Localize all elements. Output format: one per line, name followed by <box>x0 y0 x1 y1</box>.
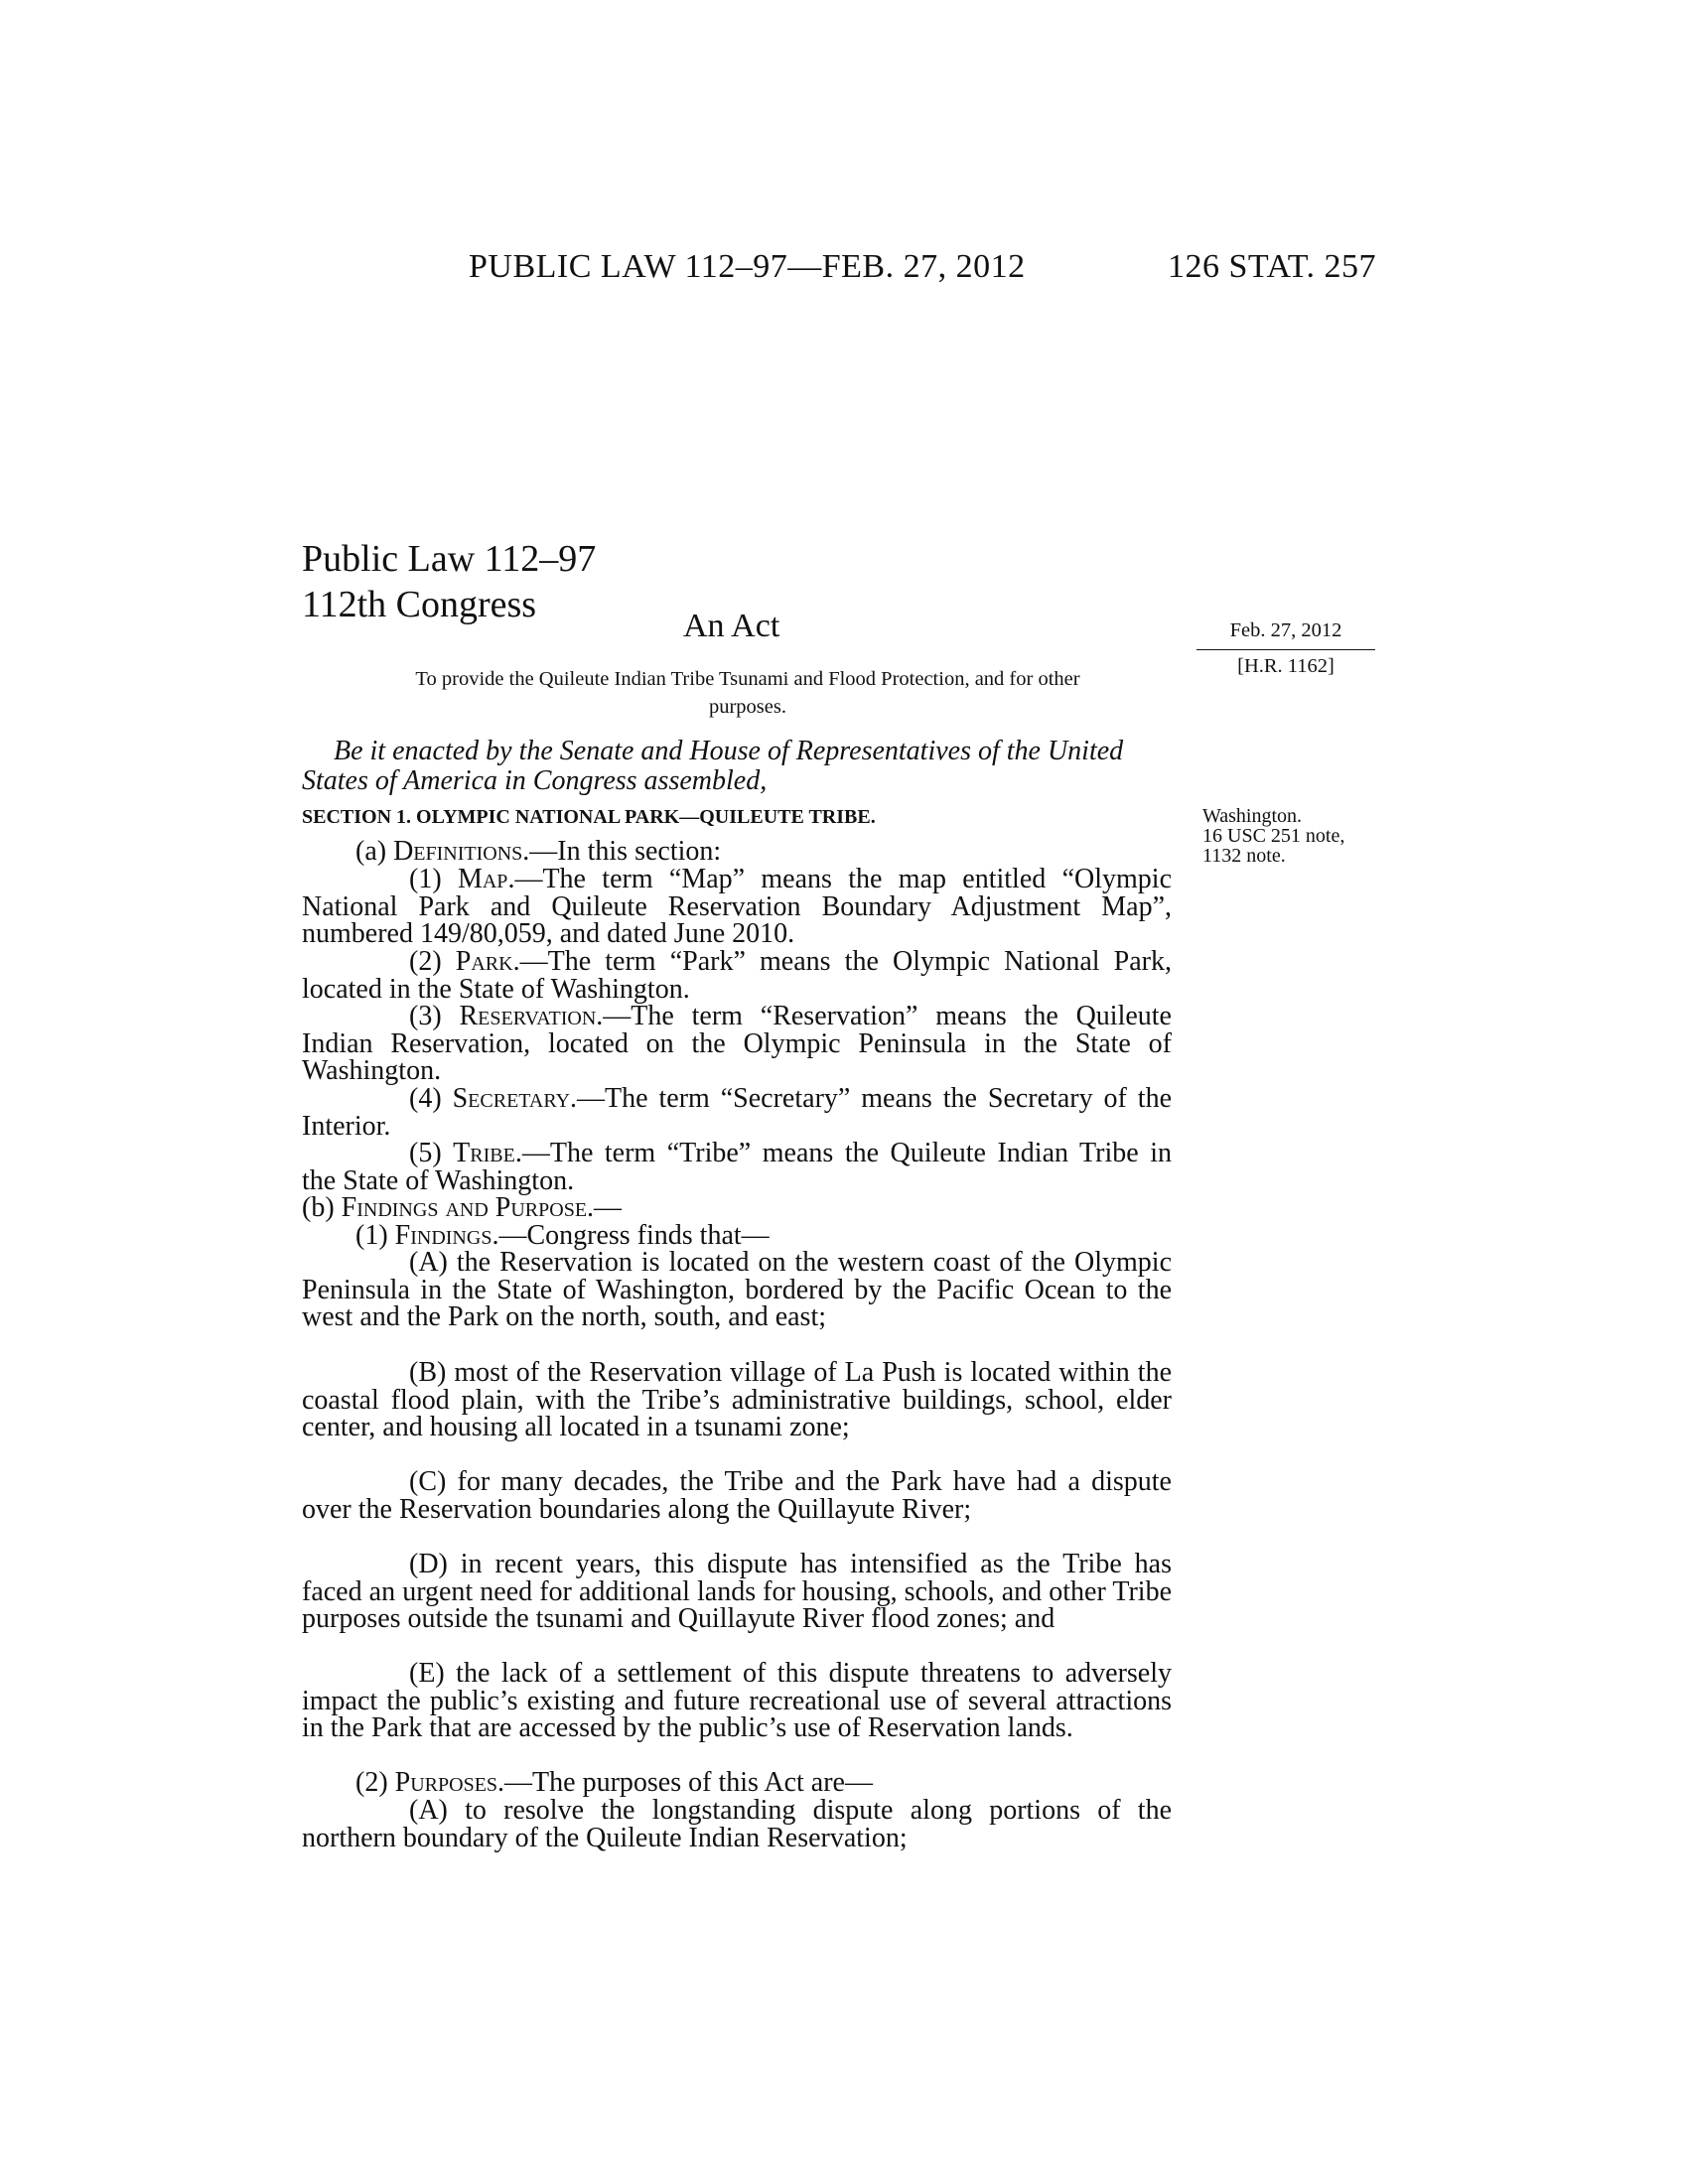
margin-date: Feb. 27, 2012 <box>1229 619 1342 641</box>
definition-park <box>302 948 1172 1003</box>
paragraph-findings-label: (1) <box>355 1220 395 1251</box>
paragraph-purposes-text: .—The purposes of this Act are— <box>497 1767 873 1798</box>
purpose-a: (A) to resolve the longstanding dispute along portions of the northern boundary of the Quileute Indian Reservation; <box>302 1795 1172 1853</box>
definition-secretary-heading: Secretary <box>452 1083 571 1114</box>
subsection-b-heading: Findings and Purpose <box>341 1192 588 1223</box>
paragraph-findings-heading: Findings <box>394 1220 492 1251</box>
act-purpose <box>316 665 1180 721</box>
margin-citation-note <box>1202 806 1391 866</box>
definition-tribe-text: .—The term “Tribe” means the Quileute Indian Tribe in the State of Washington. <box>302 1138 1172 1196</box>
definition-tribe <box>302 1140 1172 1194</box>
definition-reservation-heading: Reservation <box>459 1001 597 1031</box>
definition-map-heading: Map <box>457 864 508 894</box>
subsection-a-heading: Definitions <box>393 836 523 867</box>
congress-number: 112th Congress <box>302 584 537 625</box>
running-header: PUBLIC LAW 112–97—FEB. 27, 2012 <box>469 248 1026 285</box>
definition-tribe-heading: Tribe <box>453 1138 515 1168</box>
finding-d: (D) in recent years, this dispute has intensified as the Tribe has faced an urgent need for additional lands for housing, schools, and other Tribe purposes outside the tsunami and Quillayute River flood zones; and <box>302 1549 1172 1634</box>
finding-e: (E) the lack of a settlement of this dispute threatens to adversely impact the public’s existing and future recreational use of several attractions in the Park that are accessed by the public’s use of Reservation lands. <box>302 1658 1172 1743</box>
margin-note-line-2: 16 USC 251 note, <box>1202 825 1345 847</box>
definition-park-heading: Park <box>455 946 513 977</box>
definition-reservation <box>302 1003 1172 1085</box>
subsection-a-text: .—In this section: <box>522 836 722 867</box>
section-heading: SECTION 1. OLYMPIC NATIONAL PARK—QUILEUTE TRIBE. <box>302 806 876 828</box>
definition-reservation-text: .—The term “Reservation” means the Quileute Indian Reservation, located on the Olympic Peninsula in the State of Washington. <box>302 1001 1172 1086</box>
finding-a: (A) the Reservation is located on the western coast of the Olympic Peninsula in the State of Washington, bordered by the Pacific Ocean to the west and the Park on the north, south, and east; <box>302 1247 1172 1332</box>
definition-map-text: .—The term “Map” means the map entitled “Olympic National Park and Quileute Reservation Boundary Adjustment Map”, numbered 149/80,059, and dated June 2010. <box>302 864 1172 949</box>
paragraph-purposes-label: (2) <box>355 1767 395 1798</box>
finding-c: (C) for many decades, the Tribe and the Park have had a dispute over the Reservation boundaries along the Quillayute River; <box>302 1466 1172 1525</box>
act-title: An Act <box>683 608 780 644</box>
definition-secretary-label: (4) <box>409 1083 453 1114</box>
statute-page-number: 126 STAT. 257 <box>1168 248 1376 285</box>
paragraph-purposes-heading: Purposes <box>394 1767 498 1798</box>
margin-note-line-1: Washington. <box>1202 805 1303 827</box>
subsection-b-label: (b) <box>302 1192 342 1223</box>
subsection-b-text: .— <box>587 1192 623 1223</box>
subsection-a-label: (a) <box>355 836 394 867</box>
paragraph-findings-text: .—Congress finds that— <box>492 1220 770 1251</box>
definition-secretary <box>302 1085 1172 1140</box>
margin-bill-number: [H.R. 1162] <box>1237 655 1335 677</box>
margin-note-line-3: 1132 note. <box>1202 845 1286 867</box>
paragraph-findings <box>302 1222 1172 1250</box>
public-law-number: Public Law 112–97 <box>302 538 597 580</box>
definition-park-label: (2) <box>409 946 456 977</box>
definition-tribe-label: (5) <box>409 1138 454 1168</box>
act-purpose-line-2: purposes. <box>708 696 786 718</box>
subsection-b <box>302 1194 1172 1222</box>
act-purpose-line-1: To provide the Quileute Indian Tribe Tsunami and Flood Protection, and for other <box>415 668 1080 690</box>
finding-b: (B) most of the Reservation village of La Push is located within the coastal flood plain, with the Tribe’s administrative buildings, school, elder center, and housing all located in a tsunami zone; <box>302 1357 1172 1442</box>
definition-map-label: (1) <box>409 864 458 894</box>
definition-reservation-label: (3) <box>409 1001 460 1031</box>
definition-park-text: .—The term “Park” means the Olympic National Park, located in the State of Washington. <box>302 946 1172 1005</box>
enacting-clause: Be it enacted by the Senate and House of Representatives of the United States of America in Congress assembled, <box>302 736 1124 796</box>
subsection-a <box>302 838 1172 866</box>
definition-secretary-text: .—The term “Secretary” means the Secretary of the Interior. <box>302 1083 1172 1142</box>
margin-divider <box>1196 649 1375 650</box>
law-title-block <box>302 536 596 627</box>
definition-map <box>302 866 1172 948</box>
paragraph-purposes <box>302 1769 1172 1797</box>
